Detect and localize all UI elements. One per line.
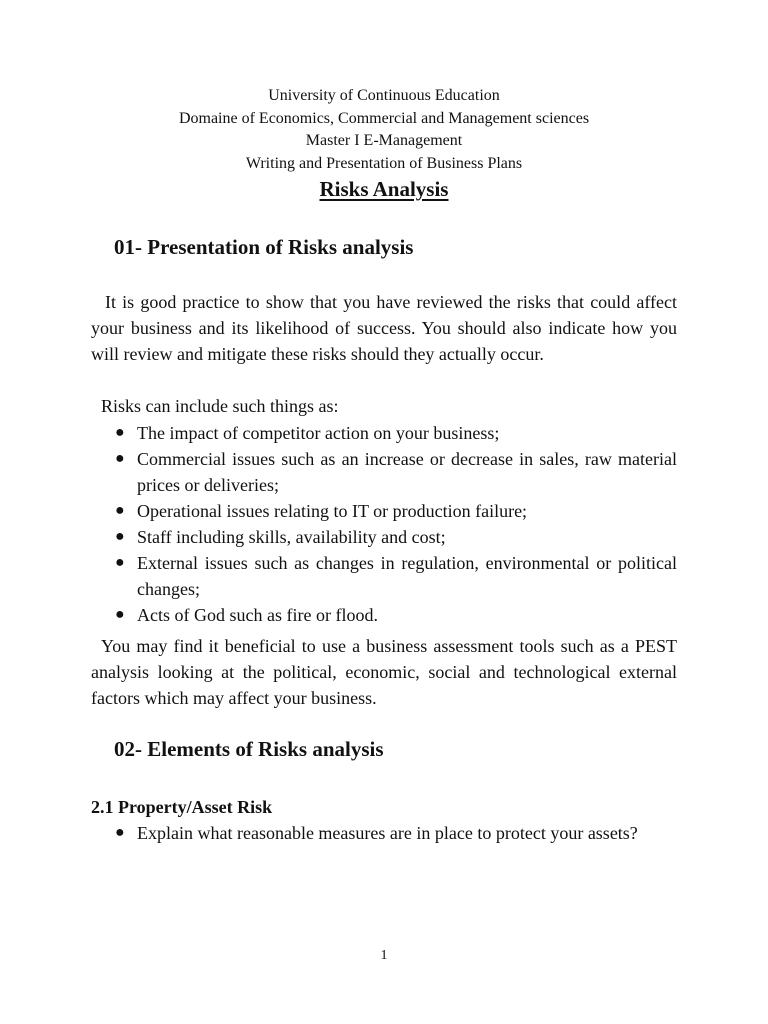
bullet-icon: ● [115,824,125,841]
list-item-text: External issues such as changes in regulation, environmental or political changes; [137,553,677,599]
header-course: Writing and Presentation of Business Plans [245,154,523,172]
list-item-text: Commercial issues such as an increase or decrease in sales, raw material prices or deliveries; [137,449,677,495]
list-item-text: Staff including skills, availability and cost; [137,527,446,547]
asset-risk-list [91,820,677,846]
bullet-icon: ● [115,554,125,571]
bullet-icon: ● [115,424,125,441]
page-title: Risks Analysis [319,177,449,201]
list-item [91,446,677,498]
header-program: Master I E-Management [305,132,463,150]
list-item-text: Acts of God such as fire or flood. [137,605,378,625]
subsection-heading: 2.1 Property/Asset Risk [91,797,273,817]
document-header [0,85,768,175]
list-item [91,498,677,524]
list-item [91,550,677,602]
bullet-icon: ● [115,606,125,623]
list-item [91,420,677,446]
page-number: 1 [380,948,388,963]
section-1-intro: Risks can include such things as: [101,396,339,416]
section-1-closing: You may find it beneficial to use a business assessment tools such as a PEST analysis looking at the political, economic, social and technological external factors which may affect your business. [91,636,677,708]
bullet-icon: ● [115,450,125,467]
list-item-text: Explain what reasonable measures are in place to protect your assets? [137,823,638,843]
header-domain: Domaine of Economics, Commercial and Management sciences [178,109,590,127]
section-1-paragraph: It is good practice to show that you have reviewed the risks that could affect your business and its likelihood of success. You should also indicate how you will review and mitigate these risks should they actually occur. [91,292,677,364]
risk-list [91,420,677,628]
list-item [91,524,677,550]
list-item-text: The impact of competitor action on your business; [137,423,500,443]
header-university: University of Continuous Education [268,87,500,104]
bullet-icon: ● [115,528,125,545]
bullet-icon: ● [115,502,125,519]
list-item-text: Operational issues relating to IT or production failure; [137,501,528,521]
list-item [91,820,677,846]
section-2-heading: 02- Elements of Risks analysis [114,737,384,761]
list-item [91,602,677,628]
section-1-heading: 01- Presentation of Risks analysis [114,235,414,259]
